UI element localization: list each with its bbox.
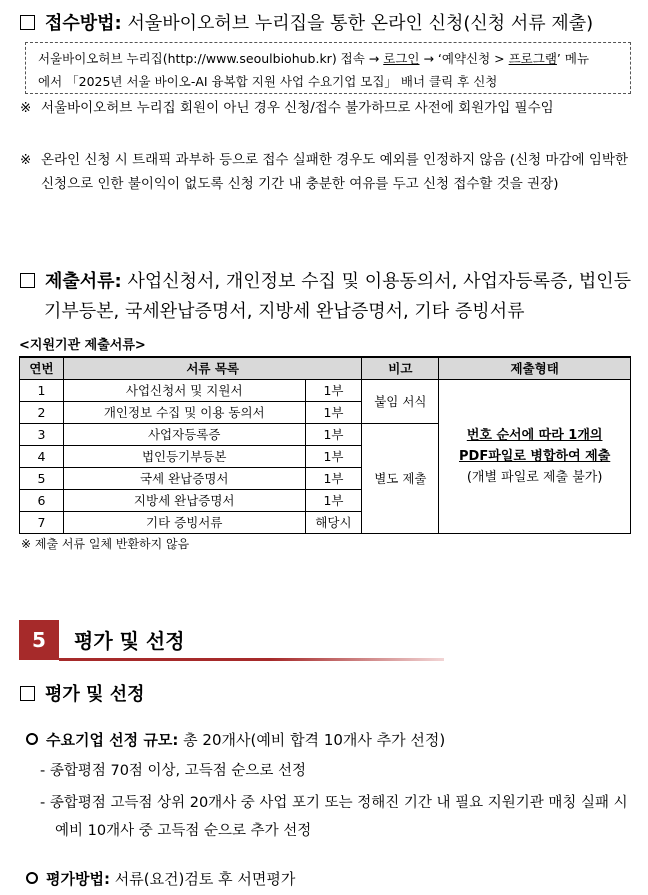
row-number: 7 [20,511,64,533]
row-document-name: 사업자등록증 [63,423,305,445]
box-line-1-b: → ‘예약신청 > [419,51,509,66]
chapter-underline [59,658,444,661]
row-number: 3 [20,423,64,445]
row-document-name: 법인등기부등본 [63,445,305,467]
submission-form-cell [439,379,631,533]
reception-note-1 [20,96,632,120]
table-header-row [20,357,631,379]
evaluation-heading-text: 평가 및 선정 [45,684,145,705]
evaluation-heading [20,683,144,707]
header-document-list: 서류 목록 [63,357,361,379]
row-quantity: 1부 [305,401,362,423]
row-quantity: 1부 [305,445,362,467]
documents-label: 제출서류: [45,271,122,292]
documents-text-line-2: 기부등본, 국세완납증명서, 지방세 완납증명서, 기타 증빙서류 [44,301,525,322]
row-number: 5 [20,467,64,489]
checkbox-square-icon [20,686,35,701]
chapter-title: 평가 및 선정 [74,629,185,653]
selection-scale-label: 수요기업 선정 규모: [46,731,179,749]
row-number: 1 [20,379,64,401]
selection-criteria-item-2: - 종합평점 고득점 상위 20개사 중 사업 포기 또는 정해진 기간 내 필요 지원기관 매칭 실패 시 예비 10개사 중 고득점 순으로 추가 선정 [40,795,628,839]
row-quantity: 해당시 [305,511,362,533]
row-document-name: 국세 완납증명서 [63,467,305,489]
checkbox-square-icon [20,15,35,30]
program-link-text: 프로그램 [508,51,557,66]
note-1-text: 서울바이오허브 누리집 회원이 아닌 경우 신청/접수 불가하므로 사전에 회원가입 필수임 [41,100,554,116]
selection-scale-bullet [26,729,445,750]
documents-text-line-1: 사업신청서, 개인정보 수집 및 이용동의서, 사업자등록증, 법인등 [121,271,632,292]
documents-table [19,356,631,534]
circle-bullet-icon [26,733,38,745]
row-document-name: 지방세 완납증명서 [63,489,305,511]
table-note: ※ 제출 서류 일체 반환하지 않음 [21,537,190,551]
form-line-2: PDF파일로 병합하여 제출 [459,448,611,464]
table-caption: <지원기관 제출서류> [19,338,146,353]
evaluation-method-text: 서류(요건)검토 후 서면평가 [109,870,296,888]
note-mark: ※ [20,152,32,168]
reception-note-2 [20,148,632,196]
chapter-header [19,620,439,660]
row-number: 2 [20,401,64,423]
login-link-text: 로그인 [383,51,420,66]
checkbox-square-icon [20,273,35,288]
reception-text: 서울바이오허브 누리집을 통한 온라인 신청(신청 서류 제출) [121,13,594,34]
reception-instructions-box [25,42,631,94]
row-quantity: 1부 [305,379,362,401]
chapter-number: 5 [19,620,59,660]
box-line-1 [38,47,622,70]
row-number: 6 [20,489,64,511]
header-submission-form: 제출형태 [439,357,631,379]
form-line-1: 번호 순서에 따라 1개의 [466,427,603,443]
header-number: 연번 [20,357,64,379]
header-remarks: 비고 [362,357,439,379]
reception-heading [20,12,593,36]
evaluation-method-bullet [26,868,295,889]
selection-scale-text: 총 20개사(예비 합격 10개사 추가 선정) [178,731,446,749]
row-document-name: 개인정보 수집 및 이용 동의서 [63,401,305,423]
documents-heading [20,270,631,294]
box-line-1-c: ’ 메뉴 [556,51,590,66]
remark-attached-form: 붙임 서식 [362,379,439,423]
evaluation-method-label: 평가방법: [46,870,110,888]
form-line-3: (개별 파일로 제출 불가) [466,469,603,485]
row-document-name: 사업신청서 및 지원서 [63,379,305,401]
circle-bullet-icon [26,872,38,884]
row-number: 4 [20,445,64,467]
note-mark: ※ [20,100,32,116]
row-document-name: 기타 증빙서류 [63,511,305,533]
table-row [20,379,631,401]
note-2-text: 온라인 신청 시 트래픽 과부하 등으로 접수 실패한 경우도 예외를 인정하지 않음 (신청 마감에 임박한 신청으로 인한 불이익이 없도록 신청 기간 내 충분한 여유를 두고 신청 접수할 것을 권장) [41,152,628,192]
selection-criteria-item-1: - 종합평점 70점 이상, 고득점 순으로 선정 [40,763,307,779]
box-line-1-a: 서울바이오허브 누리집(http://www.seoulbiohub.kr) 접속 → [38,51,384,66]
row-quantity: 1부 [305,423,362,445]
box-line-2: 에서 「2025년 서울 바이오-AI 융복합 지원 사업 수요기업 모집」 배너 클릭 후 신청 [38,74,498,89]
row-quantity: 1부 [305,489,362,511]
remark-separate-submission: 별도 제출 [362,423,439,533]
row-quantity: 1부 [305,467,362,489]
reception-label: 접수방법: [45,13,122,34]
